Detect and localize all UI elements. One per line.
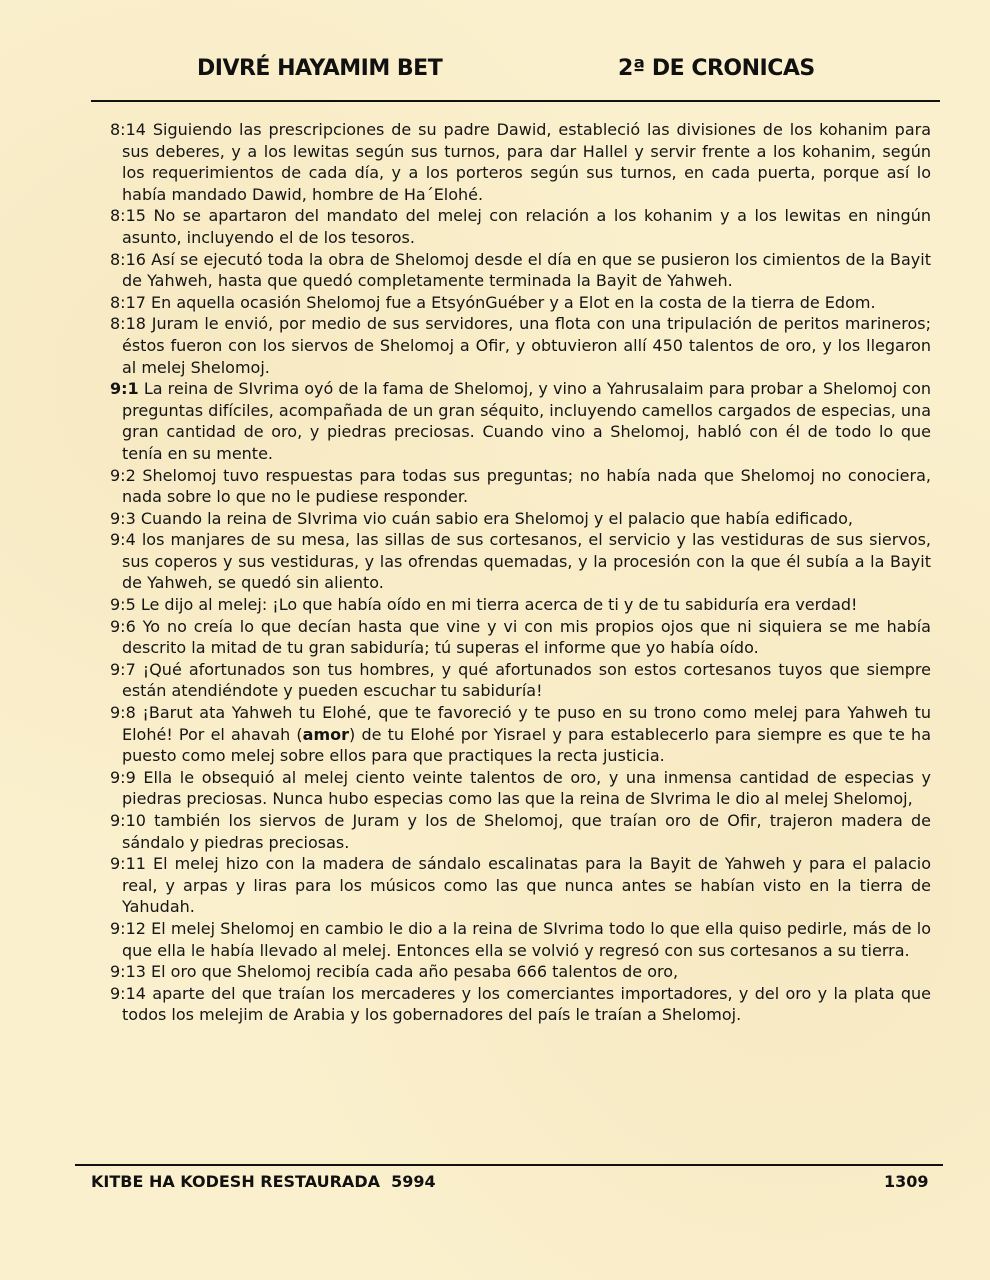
verse-number: 9:4 (110, 530, 136, 550)
verse-text: El melej hizo con la madera de sándalo escalinatas para la Bayit de Yahweh y para el palacio real, y arpas y liras para los músicos como las que nunca antes se habían visto en la tierra de Yahudah. (122, 854, 931, 917)
verse-number: 9:6 (110, 616, 136, 636)
footer-divider (75, 1164, 943, 1166)
verse-text: El melej Shelomoj en cambio le dio a la reina de SIvrima todo lo que ella quiso pedirle, más de lo que ella le había llevado al melej. Entonces ella se volvió y regresó con sus cortesanos a su tierra. (122, 918, 932, 960)
verse-number: 9:2 (110, 465, 136, 485)
verse-text: El oro que Shelomoj recibía cada año pesaba 666 talentos de oro, (151, 962, 679, 982)
verse-8-14 (110, 119, 931, 205)
verse-number: 9:3 (110, 508, 136, 528)
verse-9-13 (110, 961, 931, 983)
verse-9-14 (110, 983, 931, 1026)
verse-9-7 (110, 659, 931, 702)
verse-9-11 (110, 853, 931, 918)
verse-text: Siguiendo las prescripciones de su padre Dawid, estableció las divisiones de los kohanim para sus deberes, y a los lewitas según sus turnos, para dar Hallel y servir frente a los kohanim, según los requerimientos de cada día, y a los porteros según sus turnos, en cada puerta, porque así lo había mandado Dawid, hombre de Ha´Elohé. (122, 120, 932, 204)
header-book-subtitle: 2ª DE CRONICAS (618, 56, 815, 81)
verse-9-10 (110, 810, 931, 853)
verse-8-18 (110, 313, 931, 378)
verse-text: Shelomoj tuvo respuestas para todas sus preguntas; no había nada que Shelomoj no conociera, nada sobre lo que no le pudiese responder. (122, 465, 931, 507)
verse-number: 9:5 (110, 595, 136, 615)
verse-text: los manjares de su mesa, las sillas de sus cortesanos, el servicio y las vestiduras de sus siervos, sus coperos y sus vestiduras, y las ofrendas quemadas, y la procesión con la que él subía a la Bayit de Yahweh, se quedó sin aliento. (122, 530, 931, 593)
verse-9-5 (110, 594, 931, 616)
verse-8-17 (110, 292, 931, 314)
verse-text: Juram le envió, por medio de sus servidores, una flota con una tripulación de peritos marineros; éstos fueron con los siervos de Shelomoj a Ofir, y obtuvieron allí 450 talentos de oro, y los llegaron al melej Shelomoj. (122, 314, 931, 377)
page-header (0, 56, 990, 96)
header-divider (91, 100, 940, 102)
verse-number: 8:16 (110, 249, 146, 269)
verse-8-15 (110, 205, 931, 248)
verse-text: Ella le obsequió al melej ciento veinte talentos de oro, y una inmensa cantidad de especias y piedras preciosas. Nunca hubo especias como las que la reina de SIvrima le dio al melej Shelomoj, (122, 767, 931, 809)
verse-9-8 (110, 702, 931, 767)
verse-number: 9:9 (110, 767, 136, 787)
verse-number: 9:13 (110, 962, 146, 982)
footer-book-name: KITBE HA KODESH RESTAURADA 5994 (91, 1172, 436, 1191)
verse-number: 9:7 (110, 659, 136, 679)
verse-text: No se apartaron del mandato del melej con relación a los kohanim y a los lewitas en ningún asunto, incluyendo el de los tesoros. (122, 206, 931, 247)
header-book-title: DIVRÉ HAYAMIM BET (197, 56, 443, 81)
verse-9-6 (110, 616, 931, 659)
verse-9-4 (110, 529, 931, 594)
verse-8-16 (110, 249, 931, 292)
verse-number: 8:18 (110, 314, 146, 334)
verse-number: 9:11 (110, 854, 146, 874)
verse-text: ¡Qué afortunados son tus hombres, y qué afortunados son estos cortesanos tuyos que siempre están atendiéndote y pueden escuchar tu sabiduría! (122, 659, 932, 701)
verse-text: Le dijo al melej: ¡Lo que había oído en mi tierra acerca de ti y de tu sabiduría era verdad! (140, 595, 858, 615)
page-number: 1309 (884, 1172, 929, 1191)
verse-number: 9:14 (110, 983, 146, 1003)
verse-9-3 (110, 508, 931, 530)
verse-number: 9:8 (110, 703, 136, 723)
verse-number: 8:15 (110, 206, 146, 226)
verse-text: ) de tu Elohé por Yisrael y para establecerlo para siempre es que te ha puesto como melej sobre ellos para que practiques la recta justicia. (122, 724, 931, 766)
verse-9-12 (110, 918, 931, 961)
verse-text: Yo no creía lo que decían hasta que vine y vi con mis propios ojos que ni siquiera se me había descrito la mitad de tu gran sabiduría; tú superas el informe que yo había oído. (122, 616, 931, 658)
verse-text: Cuando la reina de SIvrima vio cuán sabio era Shelomoj y el palacio que había edificado, (140, 508, 853, 528)
verse-number: 8:14 (110, 120, 146, 139)
verse-9-2 (110, 465, 931, 508)
verse-number: 9:1 (110, 379, 139, 399)
verse-text: también los siervos de Juram y los de Shelomoj, que traían oro de Ofir, trajeron madera de sándalo y piedras preciosas. (122, 811, 931, 852)
verse-text: aparte del que traían los mercaderes y los comerciantes importadores, y del oro y la plata que todos los melejim de Arabia y los gobernadores del país le traían a Shelomoj. (122, 983, 931, 1025)
verse-9-1 (110, 378, 931, 464)
verse-9-9 (110, 767, 931, 810)
verse-text: Así se ejecutó toda la obra de Shelomoj desde el día en que se pusieron los cimientos de la Bayit de Yahweh, hasta que quedó completamente terminada la Bayit de Yahweh. (122, 249, 931, 291)
verse-text: ¡Barut ata Yahweh tu Elohé, que te favoreció y te puso en su trono como melej para Yahweh tu Elohé! Por el ahavah ( (122, 703, 931, 744)
verse-text: En aquella ocasión Shelomoj fue a EtsyónGuéber y a Elot en la costa de la tierra de Edom. (151, 292, 876, 312)
verse-number: 8:17 (110, 292, 146, 312)
verse-emphasis: amor (302, 724, 350, 744)
verse-list (110, 119, 931, 1026)
verse-text: La reina de SIvrima oyó de la fama de Shelomoj, y vino a Yahrusalaim para probar a Shelomoj con preguntas difíciles, acompañada de un gran séquito, incluyendo camellos cargados de especias, una gran cantidad de oro, y piedras preciosas. Cuando vino a Shelomoj, habló con él de todo lo que tenía en su mente. (122, 379, 931, 463)
verse-number: 9:12 (110, 918, 146, 938)
verse-number: 9:10 (110, 811, 146, 830)
